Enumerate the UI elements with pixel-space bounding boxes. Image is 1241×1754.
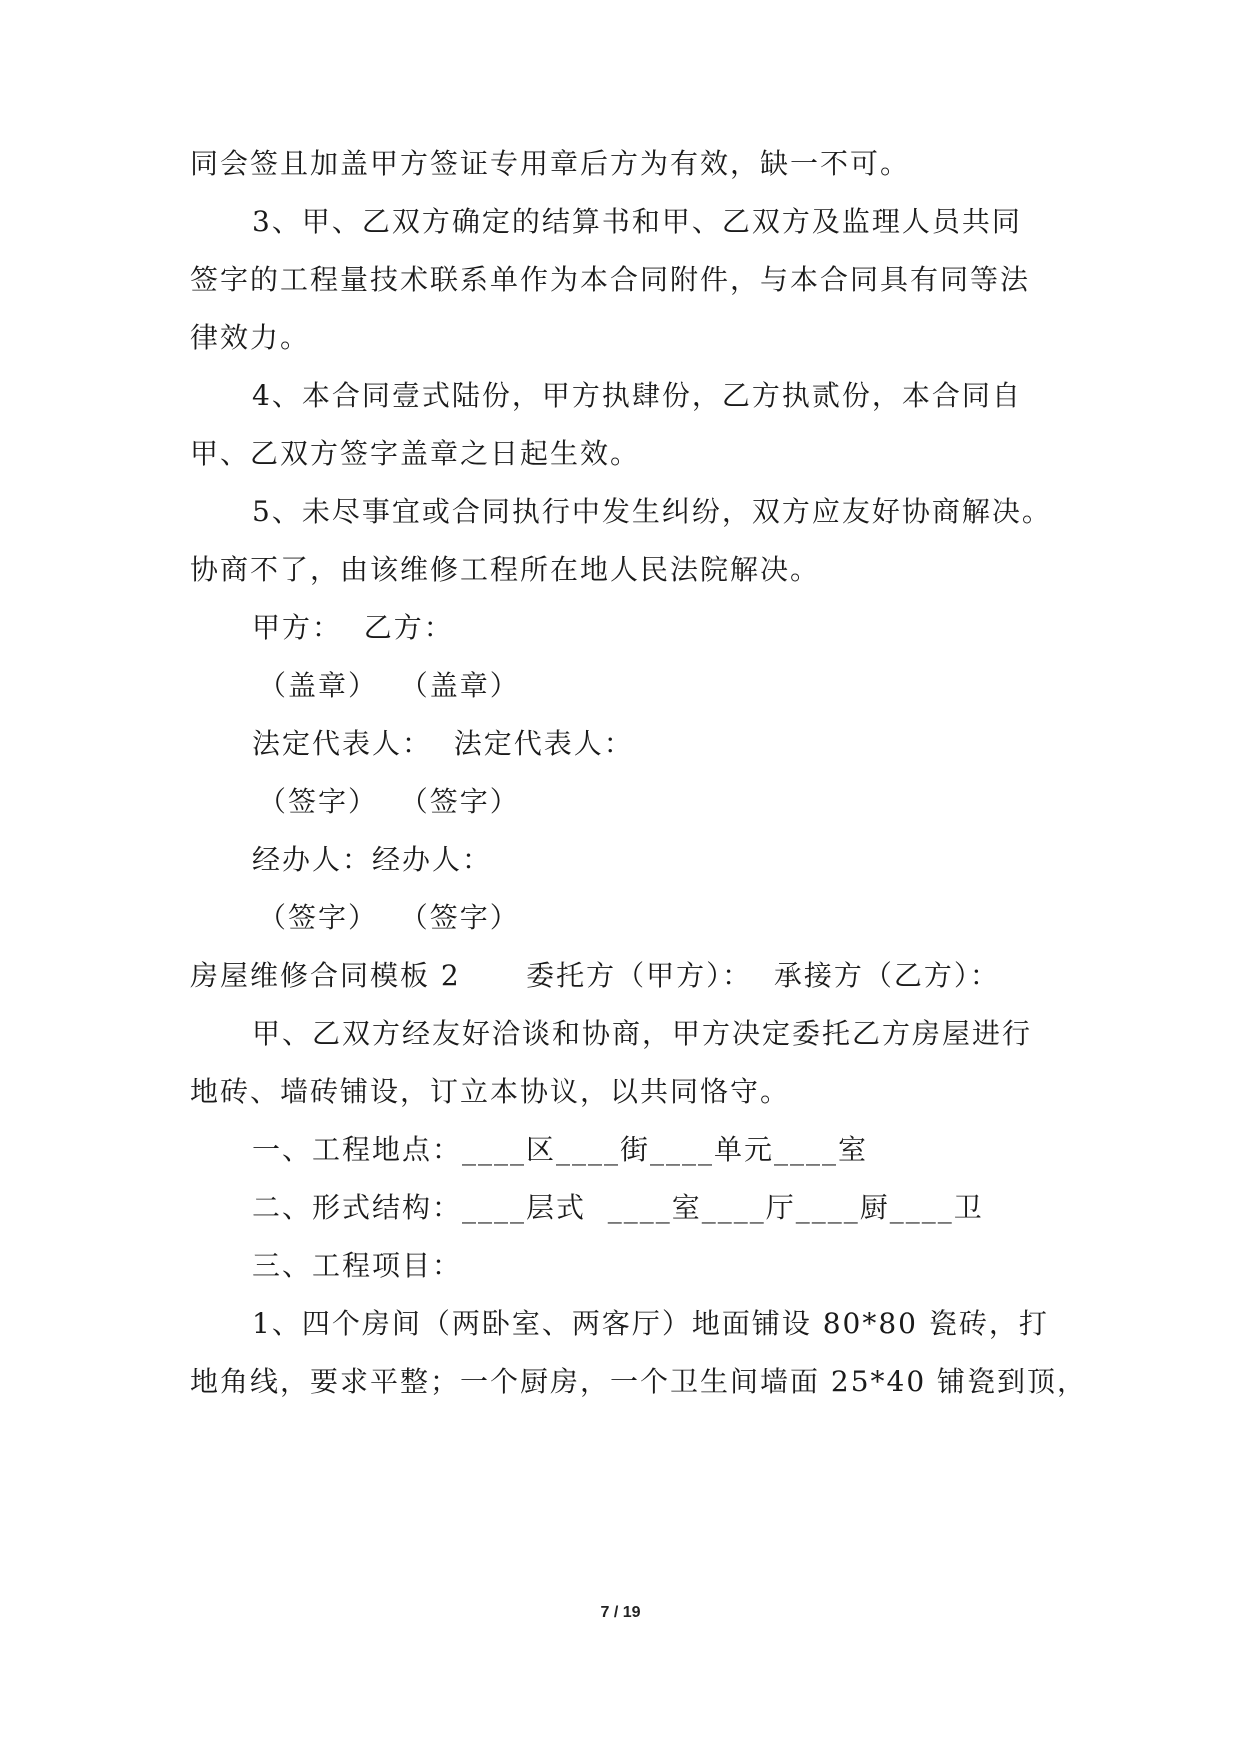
handler-labels: 经办人：经办人： bbox=[252, 843, 493, 876]
page-number: 7 / 19 bbox=[600, 1604, 641, 1621]
legal-representative-labels: 法定代表人： 法定代表人： bbox=[252, 727, 634, 760]
text-line: 5、未尽事宜或合同执行中发生纠纷，双方应友好协商解决。 bbox=[252, 495, 1052, 528]
section-heading: 房屋维修合同模板 2 委托方（甲方）： 承接方（乙方）： bbox=[190, 959, 1000, 992]
text-line: 3、甲、乙双方确定的结算书和甲、乙双方及监理人员共同 bbox=[252, 205, 1022, 238]
party-labels: 甲方： 乙方： bbox=[252, 611, 454, 644]
text-line: 4、本合同壹式陆份，甲方执肆份，乙方执贰份，本合同自 bbox=[252, 379, 1022, 412]
text-line: 协商不了，由该维修工程所在地人民法院解决。 bbox=[190, 553, 821, 586]
text-line: 三、工程项目： bbox=[252, 1249, 463, 1282]
signature-labels: （签字） （签字） bbox=[258, 785, 520, 818]
text-line: 律效力。 bbox=[190, 321, 311, 354]
text-line: 一、工程地点：____区____街____单元____室 bbox=[252, 1133, 869, 1166]
text-line: 同会签且加盖甲方签证专用章后方为有效，缺一不可。 bbox=[190, 147, 911, 180]
text-line: 地砖、墙砖铺设，订立本协议，以共同恪守。 bbox=[190, 1075, 791, 1108]
seal-labels: （盖章） （盖章） bbox=[258, 669, 520, 702]
text-line: 地角线，要求平整；一个厨房，一个卫生间墙面 25*40 铺瓷到顶， bbox=[190, 1365, 1088, 1398]
text-line: 甲、乙双方经友好洽谈和协商，甲方决定委托乙方房屋进行 bbox=[252, 1017, 1033, 1050]
text-line: 甲、乙双方签字盖章之日起生效。 bbox=[190, 437, 641, 470]
text-line: 1、四个房间（两卧室、两客厅）地面铺设 80*80 瓷砖，打 bbox=[252, 1307, 1049, 1340]
text-line: 二、形式结构：____层式 ____室____厅____厨____卫 bbox=[252, 1191, 984, 1224]
text-line: 签字的工程量技术联系单作为本合同附件，与本合同具有同等法 bbox=[190, 263, 1031, 296]
signature-labels: （签字） （签字） bbox=[258, 901, 520, 934]
